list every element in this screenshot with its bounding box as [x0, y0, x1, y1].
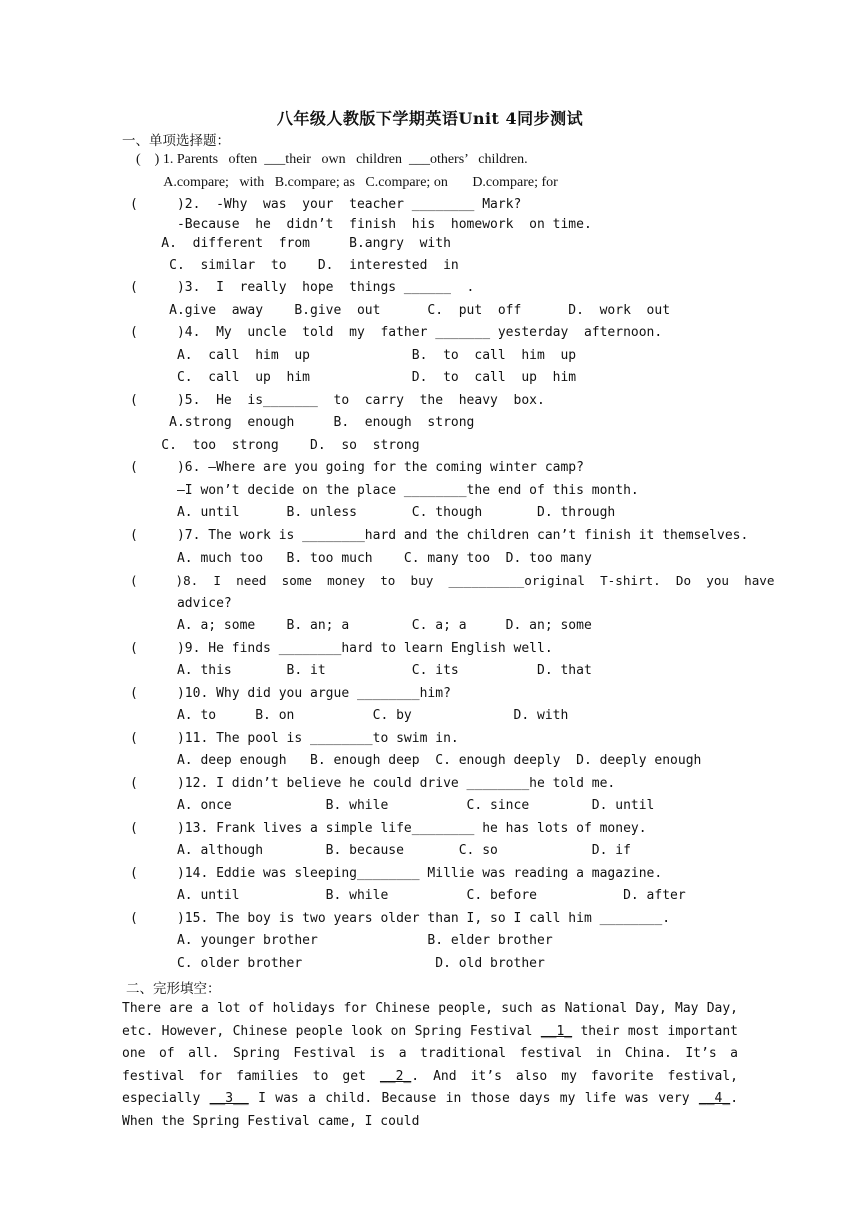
question-options: C. older brother D. old brother — [130, 956, 545, 971]
question-line: ( )6. —Where are you going for the coming winter camp? — [130, 460, 584, 475]
question-line: ( ) 1. Parents often ___their own children ___others’ children. — [136, 152, 528, 167]
question-options: A. call him up B. to call him up — [130, 348, 577, 363]
question-line: ( )2. -Why was your teacher ________ Mark? — [130, 197, 522, 212]
question-line: ( )3. I really hope things ______ . — [130, 280, 475, 295]
paragraph-text: . When the Spring Festival came, I could — [122, 1091, 739, 1129]
question-line: ( )12. I didn’t believe he could drive ________he told me. — [130, 776, 616, 791]
section-heading-multiple-choice: 一、单项选择题： — [122, 133, 230, 149]
question-options: A. once B. while C. since D. until — [130, 798, 655, 813]
paragraph-text: their most important one of all. Spring Festival is a traditional festival in China. It’s a festival for families to get — [122, 1023, 738, 1084]
paragraph-text: There are a lot of holidays for Chinese people, such as National Day, May Day, etc. However, Chinese people look on Spring Festival — [122, 1001, 738, 1039]
question-line: ( )7. The work is ________hard and the children can’t finish it themselves. — [130, 528, 749, 543]
question-options: A. a; some B. an; a C. a; a D. an; some — [130, 618, 592, 633]
question-options: A.give away B.give out C. put off D. work out — [130, 303, 671, 318]
question-options: A.strong enough B. enough strong — [130, 415, 475, 430]
question-options: A. to B. on C. by D. with — [130, 708, 569, 723]
question-options: C. similar to D. interested in — [130, 258, 459, 273]
question-line: ( )8. I need some money to buy __________original T-shirt. Do you have — [130, 573, 775, 588]
question-line: -Because he didn’t finish his homework on time. — [130, 217, 592, 232]
question-options: A. this B. it C. its D. that — [130, 663, 592, 678]
question-line: ( )10. Why did you argue ________him? — [130, 686, 451, 701]
question-line: —I won’t decide on the place ________the end of this month. — [130, 483, 639, 498]
question-options: A. younger brother B. elder brother — [130, 933, 553, 948]
question-line: ( )14. Eddie was sleeping________ Millie was reading a magazine. — [130, 866, 663, 881]
section-heading-cloze: 二、完形填空： — [126, 981, 221, 997]
question-options: A.compare; with B.compare; as C.compare; on D.compare; for — [136, 175, 558, 190]
question-options: C. too strong D. so strong — [130, 438, 420, 453]
question-line: ( )4. My uncle told my father _______ yesterday afternoon. — [130, 325, 663, 340]
question-options: A. until B. unless C. though D. through — [130, 505, 616, 520]
page-title: 八年级人教版下学期英语Unit 4同步测试 — [276, 109, 584, 128]
question-line: ( )13. Frank lives a simple life________ he has lots of money. — [130, 821, 647, 836]
cloze-paragraph — [122, 998, 738, 1134]
question-line: advice? — [130, 596, 232, 611]
question-options: A. different from B.angry with — [130, 236, 451, 251]
question-line: ( )9. He finds ________hard to learn English well. — [130, 641, 553, 656]
question-line: ( )5. He is_______ to carry the heavy box. — [130, 393, 545, 408]
question-line: ( )11. The pool is ________to swim in. — [130, 731, 459, 746]
paragraph-text: . And it’s also my favorite festival, especially — [122, 1068, 738, 1107]
blank-3: __3__ — [209, 1091, 249, 1107]
question-options: A. deep enough B. enough deep C. enough deeply D. deeply enough — [130, 753, 702, 768]
question-line: ( )15. The boy is two years older than I, so I call him ________. — [130, 911, 671, 926]
question-options: C. call up him D. to call up him — [130, 370, 577, 385]
question-options: A. much too B. too much C. many too D. too many — [130, 551, 592, 566]
blank-2: __2_ — [379, 1068, 412, 1084]
paragraph-text: I was a child. Because in those days my life was very — [248, 1091, 699, 1107]
question-options: A. although B. because C. so D. if — [130, 843, 631, 858]
blank-1: __1_ — [540, 1023, 573, 1039]
question-options: A. until B. while C. before D. after — [130, 888, 686, 903]
blank-4: __4_ — [698, 1091, 731, 1107]
